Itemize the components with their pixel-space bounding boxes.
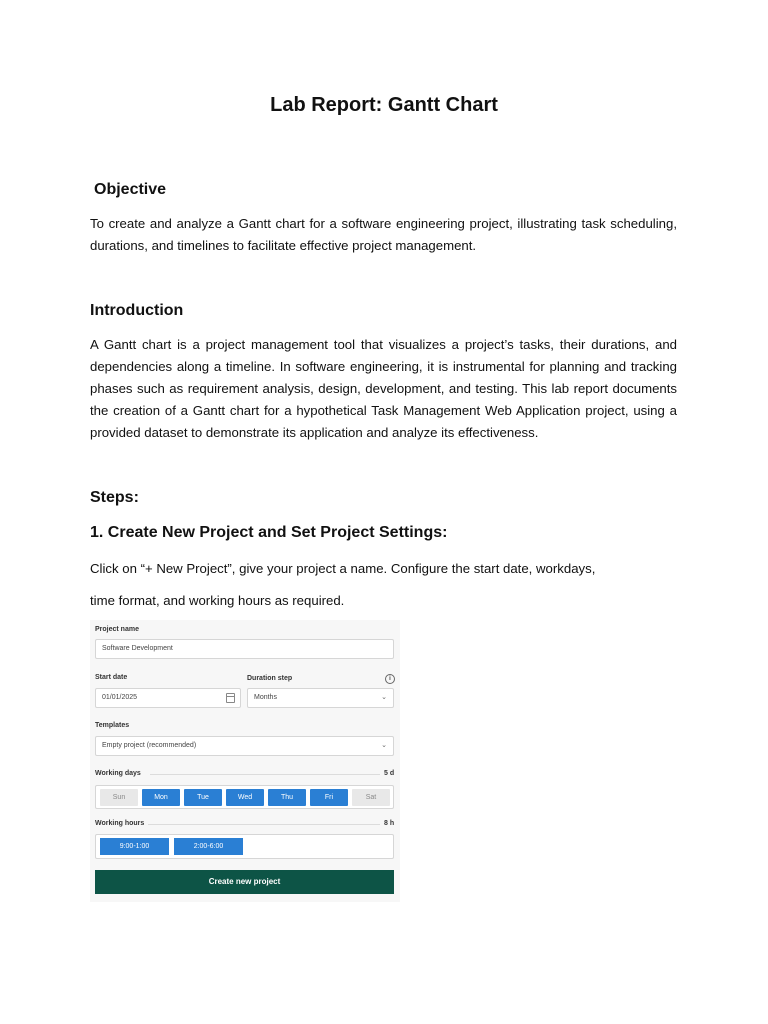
duration-step-select[interactable] bbox=[247, 688, 394, 708]
start-date-value: 01/01/2025 bbox=[102, 694, 138, 701]
introduction-text: A Gantt chart is a project management tool that visualizes a project’s tasks, their durations, and dependencies along a timeline. In software engineering, it is instrumental for planning and tracking phases such as requirement analysis, design, development, and testing. This lab report documents the creation of a Gantt chart for a hypothetical Task Management Web Application project, using a provided dataset to demonstrate its application and analyze its effectiveness. bbox=[90, 337, 677, 440]
duration-step-label: Duration step bbox=[247, 675, 293, 682]
hour-slot[interactable]: 2:00-6:00 bbox=[174, 838, 243, 855]
templates-value: Empty project (recommended) bbox=[102, 742, 197, 749]
create-project-button[interactable]: Create new project bbox=[95, 870, 394, 894]
step1-line-1: Click on “+ New Project”, give your project a name. Configure the start date, workdays, bbox=[90, 561, 596, 576]
step1-heading: 1. Create New Project and Set Project Settings: bbox=[90, 524, 448, 541]
working-hours-label: Working hours bbox=[95, 820, 145, 827]
templates-select[interactable] bbox=[95, 736, 394, 756]
introduction-heading: Introduction bbox=[90, 302, 184, 319]
day-mon[interactable]: Mon bbox=[142, 789, 180, 806]
day-sun[interactable]: Sun bbox=[100, 789, 138, 806]
hour-slot[interactable]: 9:00-1:00 bbox=[100, 838, 169, 855]
report-title: Lab Report: Gantt Chart bbox=[270, 94, 498, 116]
working-days-label: Working days bbox=[95, 770, 141, 777]
working-days-count: 5 d bbox=[384, 770, 395, 777]
chevron-down-icon: ⌄ bbox=[381, 694, 387, 701]
steps-heading: Steps: bbox=[90, 489, 139, 506]
day-wed[interactable]: Wed bbox=[226, 789, 264, 806]
working-hours-count: 8 h bbox=[384, 820, 395, 827]
day-tue[interactable]: Tue bbox=[184, 789, 222, 806]
objective-heading: Objective bbox=[94, 181, 167, 198]
chevron-down-icon: ⌄ bbox=[381, 742, 387, 749]
start-date-field[interactable] bbox=[95, 688, 241, 708]
project-name-field[interactable]: Software Development bbox=[95, 639, 394, 659]
divider bbox=[150, 774, 380, 775]
calendar-icon[interactable] bbox=[226, 693, 235, 703]
info-icon[interactable]: i bbox=[385, 674, 395, 684]
step1-line-2: time format, and working hours as required. bbox=[90, 593, 345, 608]
day-thu[interactable]: Thu bbox=[268, 789, 306, 806]
project-settings-screenshot bbox=[90, 620, 400, 902]
project-name-label: Project name bbox=[95, 626, 139, 633]
templates-label: Templates bbox=[95, 722, 130, 729]
start-date-label: Start date bbox=[95, 674, 128, 681]
duration-step-value: Months bbox=[254, 694, 277, 701]
working-days-selector bbox=[95, 785, 394, 809]
divider bbox=[148, 824, 380, 825]
working-hours-selector bbox=[95, 834, 394, 859]
day-sat[interactable]: Sat bbox=[352, 789, 390, 806]
objective-text: To create and analyze a Gantt chart for a software engineering project, illustrating task scheduling, durations, and timelines to facilitate effective project management. bbox=[90, 216, 677, 253]
day-fri[interactable]: Fri bbox=[310, 789, 348, 806]
